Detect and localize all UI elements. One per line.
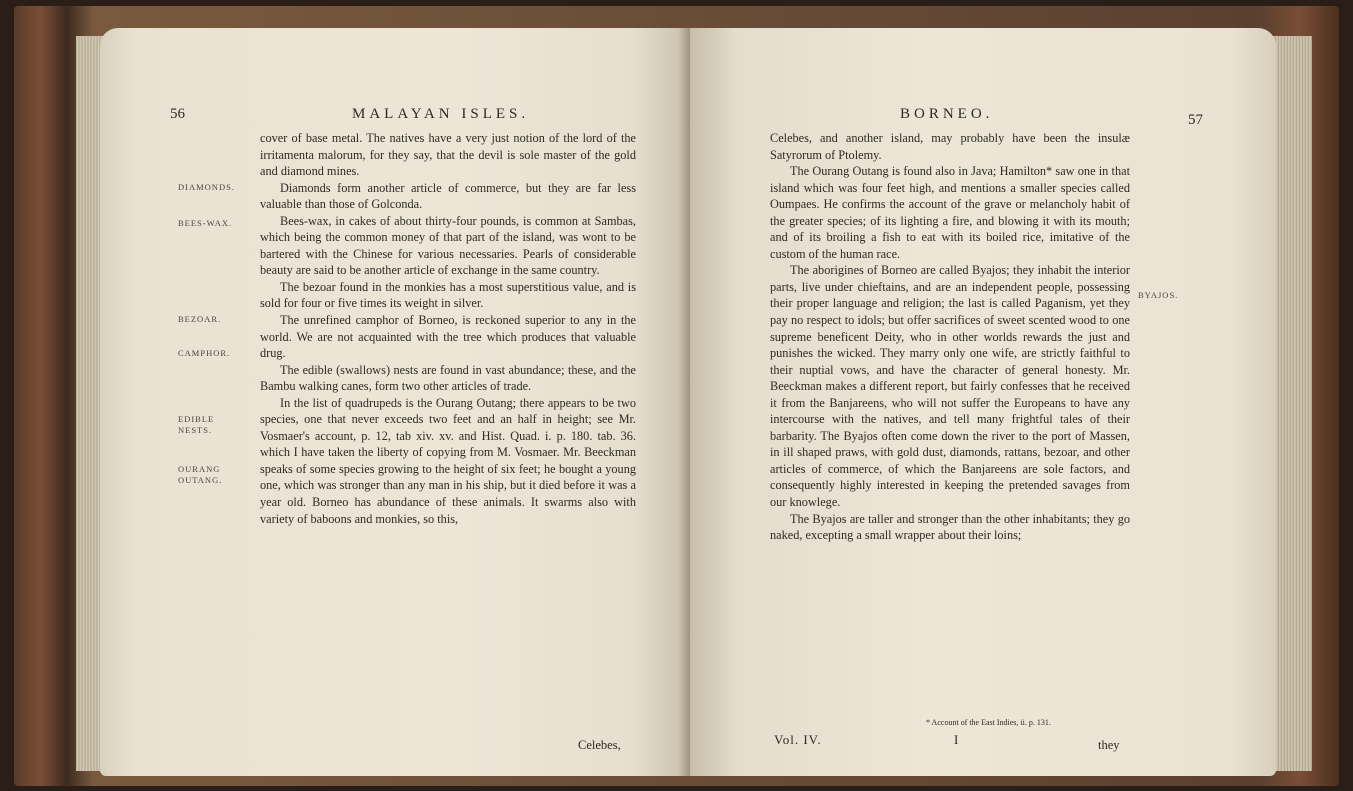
paragraph: The edible (swallows) nests are found in vast abundance; these, and the Bambu walking canes, form two other articles of trade.	[260, 362, 636, 394]
left-page	[100, 28, 690, 776]
paragraph: The Byajos are taller and stronger than the other inhabitants; they go naked, excepting a small wrapper about their loins;	[770, 511, 1130, 543]
paragraph: Diamonds form another article of commerce, but they are far less valuable than those of Golconda.	[260, 180, 636, 212]
footnote: * Account of the East Indies, ii. p. 131.	[926, 718, 1051, 727]
right-body-text	[770, 130, 1130, 544]
margin-note-bezoar: BEZOAR.	[178, 314, 222, 324]
paragraph: The Ourang Outang is found also in Java; Hamilton* saw one in that island which was four feet high, and mentions a smaller species called Oumpaes. He confirms the account of the grave or melancholy habit of the greater species; of its lighting a fire, and blowing it with its mouth; and of its broiling a fish to eat with its boiled rice, imitative of the custom of the human race.	[770, 164, 1130, 261]
margin-note-camphor: CAMPHOR.	[178, 348, 231, 358]
right-page-number: 57	[1188, 112, 1203, 128]
right-page	[690, 28, 1276, 776]
margin-note-diamonds: DIAMONDS.	[178, 182, 235, 192]
volume-signature: Vol. IV.	[774, 732, 822, 747]
signature-mark: I	[954, 732, 960, 747]
margin-note-byajos: BYAJOS.	[1138, 290, 1179, 300]
left-page-number: 56	[170, 106, 185, 122]
paragraph: The unrefined camphor of Borneo, is reckoned superior to any in the world. We are not acquainted with the tree which produces that valuable drug.	[260, 313, 636, 361]
paragraph: Bees-wax, in cakes of about thirty-four pounds, is common at Sambas, which being the common money of that part of the island, was wont to be bartered with the Chinese for various necessaries. Pearls of considerable beauty are said to be another article of exchange in the same country.	[260, 213, 636, 278]
paragraph: The aborigines of Borneo are called Byajos; they inhabit the interior parts, live under chieftains, and are an independent people, possessing their proper language and religion; the last is called Paganism, yet they pay no respect to idols; but offer sacrifices of sweet scented wood to one supreme beneficent Deity, who in other worlds rewards the just and punishes the wicked. They marry only one wife, are strictly faithful to their nuptial vows, and have the character of general honesty. Mr. Beeckman makes a different report, but fairly confesses that he received it from the Banjareens, who will not suffer the Europeans to have any intercourse with the natives, and tell many frightful tales of their barbarity. The Byajos often come down the river to the port of Massen, in ill shaped praws, with gold dust, diamonds, rattans, bezoar, and other articles of commerce, of which the Banjareens are sole factors, and consequently highly interested in keeping the pretended savages from our knowlege.	[770, 263, 1130, 510]
paragraph: cover of base metal. The natives have a very just notion of the lord of the irritamenta malorum, for they say, that the devil is sole master of the gold and diamond mines.	[260, 131, 636, 179]
left-running-head: MALAYAN ISLES.	[352, 106, 530, 122]
paragraph: Celebes, and another island, may probably have been the insulæ Satyrorum of Ptolemy.	[770, 131, 1130, 162]
right-page-edges	[1272, 36, 1312, 771]
margin-note-bees-wax: BEES-WAX.	[178, 218, 233, 228]
left-body-text	[260, 130, 636, 527]
margin-note-edible-nests: EDIBLE NESTS.	[178, 414, 215, 435]
left-catchword: Celebes,	[578, 738, 621, 752]
paragraph: In the list of quadrupeds is the Ourang Outang; there appears to be two species, one that never exceeds two feet and an half in height; see Mr. Vosmaer's account, p. 12, tab xiv. xv. and Hist. Quad. i. p. 180. tab. 36. which I have taken the liberty of copying from M. Vosmaer. Mr. Beeckman speaks of some species growing to the height of six feet; he bought a young one, which was stronger than any man in his ship, but it died before it was a year old. Borneo has abundance of these animals. It swarms also with variety of baboons and monkies, so this,	[260, 395, 636, 526]
paragraph: The bezoar found in the monkies has a most superstitious value, and is sold for four or five times its weight in silver.	[260, 279, 636, 311]
margin-note-ourang-outang: OURANG OUTANG.	[178, 464, 223, 485]
right-catchword: they	[1098, 738, 1120, 752]
right-running-head: BORNEO.	[900, 106, 994, 122]
book-spread	[14, 6, 1339, 786]
